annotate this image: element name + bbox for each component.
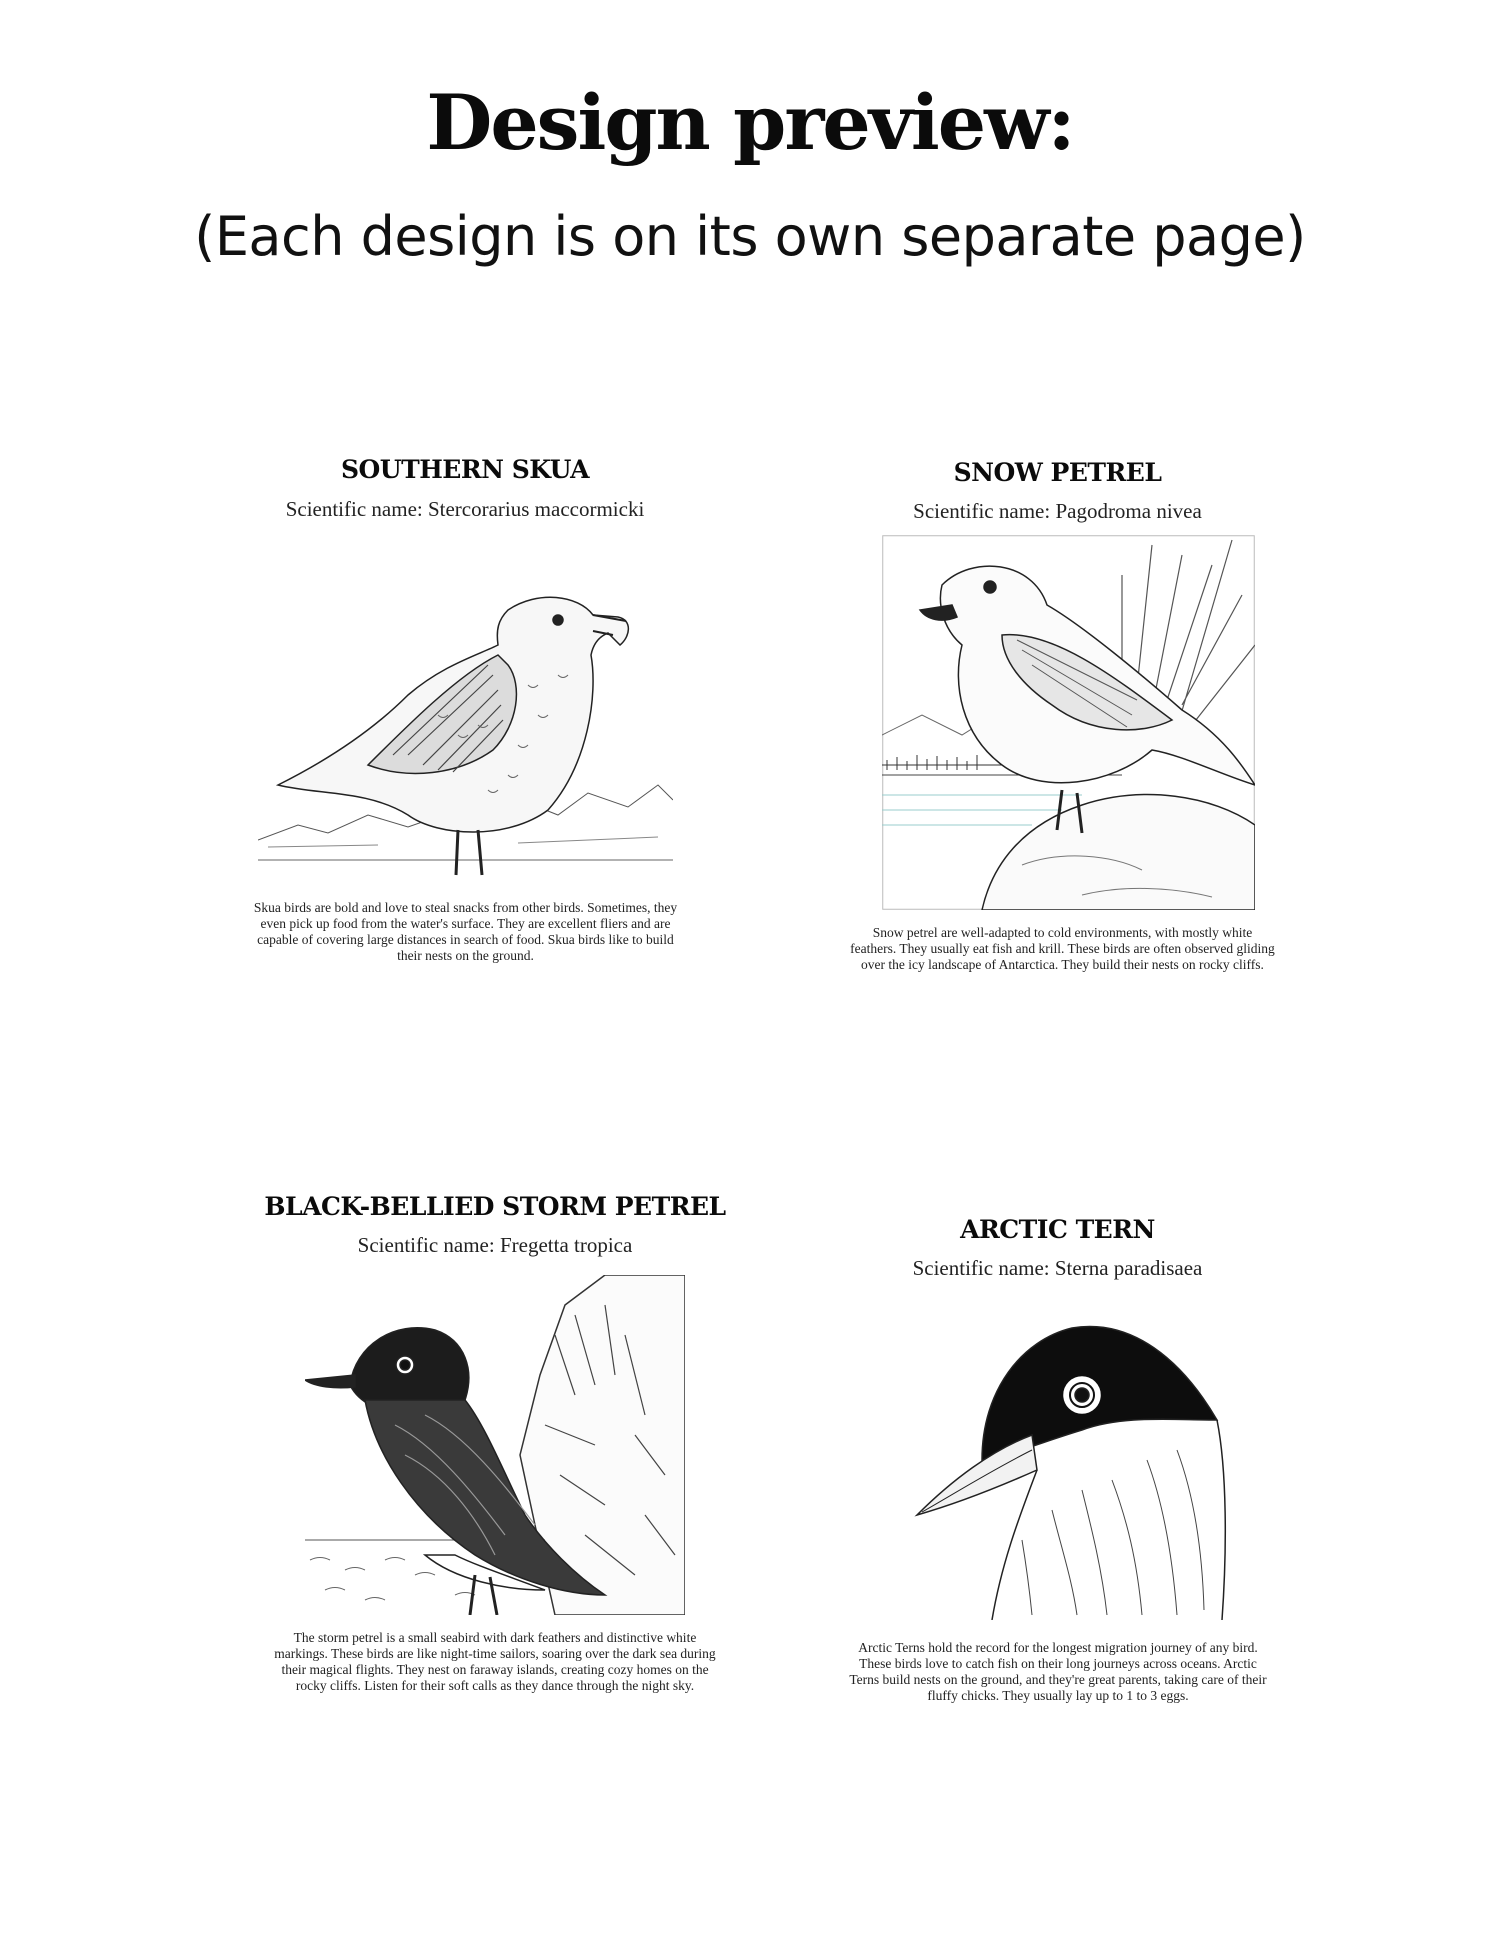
card-scientific-storm-petrel: Scientific name: Fregetta tropica [357,1233,633,1257]
card-title-snow-petrel: SNOW PETREL [953,458,1162,487]
card-scientific-arctic-tern: Scientific name: Sterna paradisaea [912,1256,1203,1280]
card-title-storm-petrel: BLACK-BELLIED STORM PETREL [264,1192,726,1221]
arctic-tern-illustration [912,1310,1227,1620]
card-scientific-southern-skua: Scientific name: Stercorarius maccormicki [285,497,645,521]
page-subtitle: (Each design is on its own separate page) [194,205,1306,268]
card-description-snow-petrel: Snow petrel are well-adapted to cold environments, with mostly white feathers. They usually eat fish and krill. These birds are often observed gliding over the icy landscape of Antarctica. They build their nests on rocky cliffs. [850,925,1275,972]
snow-petrel-illustration [882,535,1255,910]
card-description-storm-petrel: The storm petrel is a small seabird with dark feathers and distinctive white markings. These birds are like night-time sailors, soaring over the dark sea during their magical flights. They nest on faraway islands, creating cozy homes on the rocky cliffs. Listen for their soft calls as they dance through the night sky. [274,1630,716,1693]
page-title: Design preview: [426,78,1074,167]
card-scientific-snow-petrel: Scientific name: Pagodroma nivea [913,499,1202,523]
card-title-southern-skua: SOUTHERN SKUA [340,455,590,484]
card-description-southern-skua: Skua birds are bold and love to steal snacks from other birds. Sometimes, they even pick up food from the water's surface. They are excellent fliers and are capable of covering large distances in search of food. Skua birds like to build their nests on the ground. [253,900,678,963]
card-title-arctic-tern: ARCTIC TERN [960,1215,1155,1244]
storm-petrel-illustration [305,1275,685,1615]
card-description-arctic-tern: Arctic Terns hold the record for the longest migration journey of any bird. These birds love to catch fish on their long journeys across oceans. Arctic Terns build nests on the ground, and they're great parents, taking care of their fluffy chicks. They usually lay up to 1 to 3 eggs. [849,1640,1267,1703]
southern-skua-illustration [258,575,673,885]
